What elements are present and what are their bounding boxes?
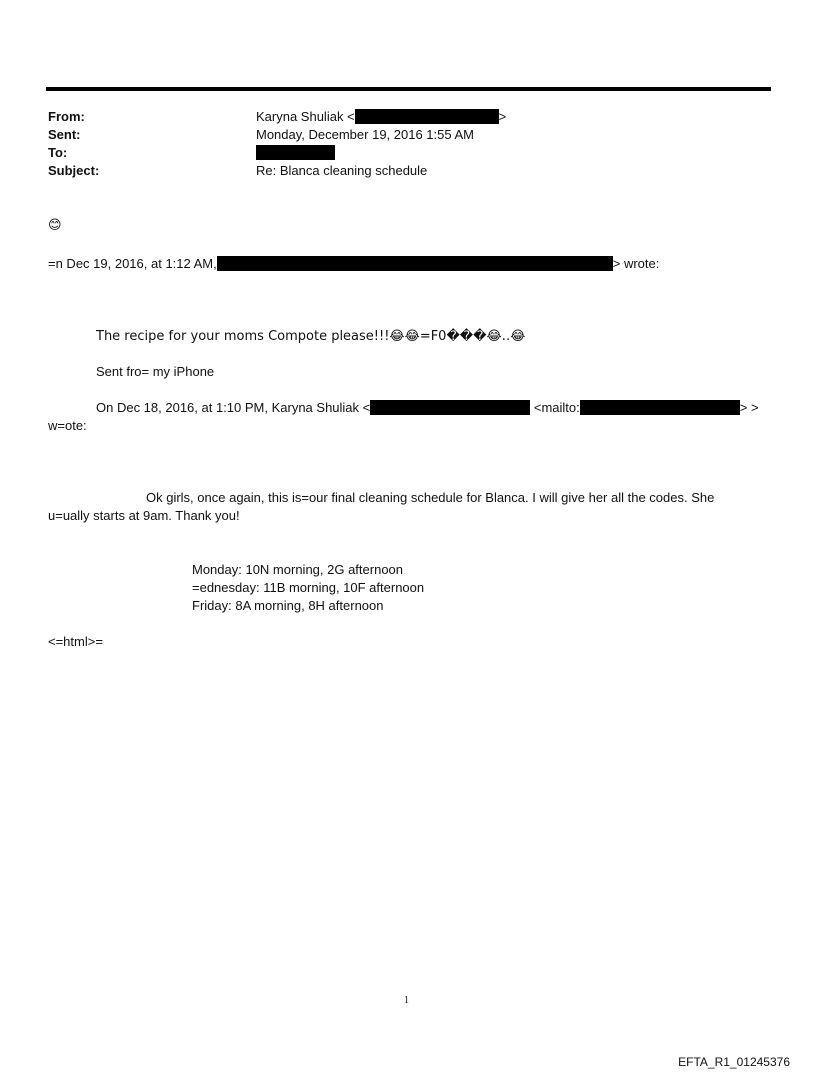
- schedule-item: Friday: 8A morning, 8H afternoon: [192, 598, 384, 613]
- schedule-item: =ednesday: 11B morning, 10F afternoon: [192, 580, 425, 595]
- redaction-box: [256, 145, 335, 160]
- from-name: Karyna Shuliak <: [256, 109, 355, 124]
- paragraph-line-2: u=ually starts at 9am. Thank you!: [48, 508, 240, 523]
- wrote-line: [48, 255, 659, 273]
- smiley-emoji: 😊: [48, 218, 62, 233]
- to-value: [256, 144, 335, 162]
- from-value: [256, 108, 506, 126]
- sent-from-line: Sent fro= my iPhone: [96, 364, 215, 379]
- to-label: To:: [48, 145, 68, 160]
- quote-wrap: w=ote:: [48, 418, 87, 433]
- redaction-box: [217, 256, 613, 271]
- bates-number: EFTA_R1_01245376: [678, 1055, 790, 1069]
- recipe-text: The recipe for your moms Compote please!!!😂😂=F0���😂‥😂: [96, 329, 526, 344]
- subject-label: Subject:: [48, 163, 100, 178]
- redaction-box: [355, 109, 499, 124]
- sent-value: Monday, December 19, 2016 1:55 AM: [256, 127, 474, 142]
- from-close: >: [498, 109, 507, 124]
- wrote-suffix: > wrote:: [612, 256, 660, 271]
- quote-header-line: [96, 399, 759, 417]
- sent-label: Sent:: [48, 127, 81, 142]
- quote-mailto: <mailto:: [533, 400, 580, 415]
- redaction-box: [370, 400, 530, 415]
- html-tag-line: <=html>=: [48, 634, 103, 649]
- page-number: 1: [404, 995, 409, 1006]
- wrote-prefix: =n Dec 19, 2016, at 1:12 AM,: [48, 256, 217, 271]
- paragraph-line-1: Ok girls, once again, this is=our final cleaning schedule for Blanca. I will give her all the codes. She: [146, 490, 715, 505]
- header-rule: [46, 87, 771, 91]
- from-label: From:: [48, 109, 85, 124]
- quote-close: > >: [739, 400, 759, 415]
- schedule-item: Monday: 10N morning, 2G afternoon: [192, 562, 404, 577]
- recipe-line: [96, 327, 526, 346]
- redaction-box: [580, 400, 740, 415]
- subject-value: Re: Blanca cleaning schedule: [256, 163, 428, 178]
- quote-prefix: On Dec 18, 2016, at 1:10 PM, Karyna Shuliak <: [96, 400, 371, 415]
